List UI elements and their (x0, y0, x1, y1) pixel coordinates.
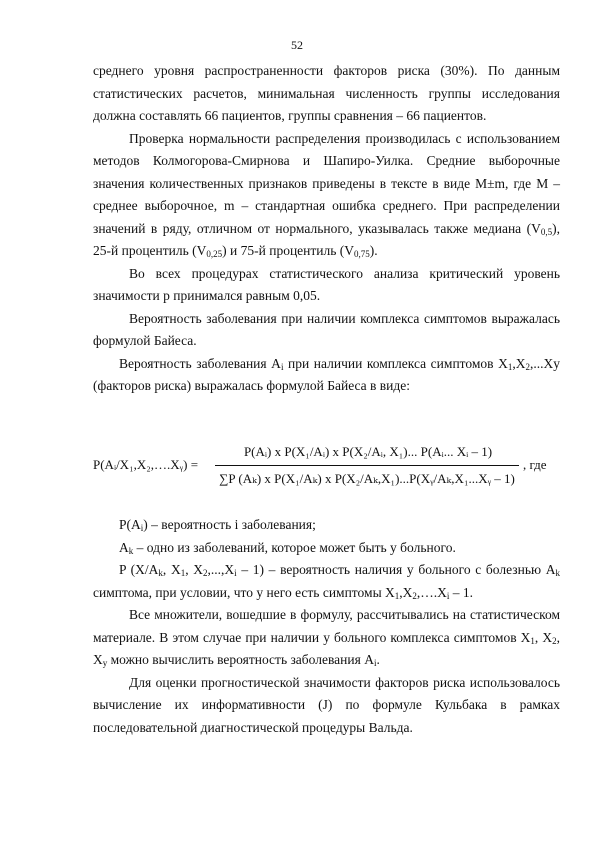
formula-numerator: P(Aᵢ) x P(X₁/Aᵢ) x P(X₂/Aᵢ, X₁)... P(Aᵢ... Xᵢ – 1) (243, 444, 493, 459)
paragraph-bayes-intro: Вероятность заболевания при наличии комплекса симптомов выражалась формулой Байеса. (93, 310, 560, 348)
paragraph-significance: Во всех процедурах статистического анализа критический уровень значимости p принимался равным 0,05. (93, 265, 560, 303)
body-text-top (93, 60, 560, 398)
paragraph-sample-size: среднего уровня распространенности факторов риска (30%). По данным статистических расчетов, минимальная численность группы исследования должна составлять 66 пациентов, группы сравнения – 66 пациентов. (93, 63, 560, 123)
bayes-formula (93, 444, 560, 496)
formula-lhs: P(Aᵢ/X₁,X₂,….Xᵧ) = (93, 457, 199, 472)
paragraph-kullback: Для оценки прогностической значимости факторов риска использовалось вычисление их информативности (J) по формуле Кульбака в рамках последовательной диагностической процедуры Вальда. (93, 674, 560, 735)
paragraph-bayes-form: Вероятность заболевания $A_i$ при наличии комплекса симптомов $X_1,X_2,...Xy$ (факторов риска) выражалась формулой Байеса в виде: (93, 355, 560, 393)
paragraph-multipliers: Все множители, вошедшие в формулу, рассчитывались на статистическом материале. В этом случае при наличии у больного комплекса симптомов $X_1$, $X_2$, $X_y$ можно вычислить вероятность заболевания $A_i$. (93, 607, 561, 668)
formula-tail: , где (523, 457, 547, 472)
definition-p-ai: $P(A_i)$ – вероятность i заболевания; (119, 517, 316, 533)
paragraph-normality: Проверка нормальности распределения производилась с использованием методов Колмогорова-Смирнова и Шапиро-Уилка. Средние выборочные значения количественных признаков приведены в тексте в виде M±m, где M – среднее выборочное, m – стандартная ошибка среднего. При распределении значений в ряду, отличном от нормального, указывалась также медиана $(V_{0,5})$, 25-й процентиль $(V_{0,25})$ и 75-й процентиль $(V_{0,75})$. (93, 130, 560, 259)
fraction-bar (215, 465, 519, 466)
page-number: 52 (291, 38, 303, 52)
definition-conditional: P ($X/A_k$, $X_1$, $X_2,...,X_i - 1$) – вероятность наличия у больного с болезнью $A_k$ симптома, при условии, что у него есть симптомы $X_1,X_2,\dots.X_i - 1$. (93, 562, 560, 601)
definition-ak: $A_k$ – одно из заболеваний, которое может быть у больного. (119, 539, 456, 556)
formula-denominator: ∑P (Aₖ) x P(X₁/Aₖ) x P(X₂/Aₖ,X₁)...P(Xᵧ/Aₖ,X₁...Xᵧ – 1) (219, 471, 515, 486)
body-text-bottom (93, 514, 560, 739)
